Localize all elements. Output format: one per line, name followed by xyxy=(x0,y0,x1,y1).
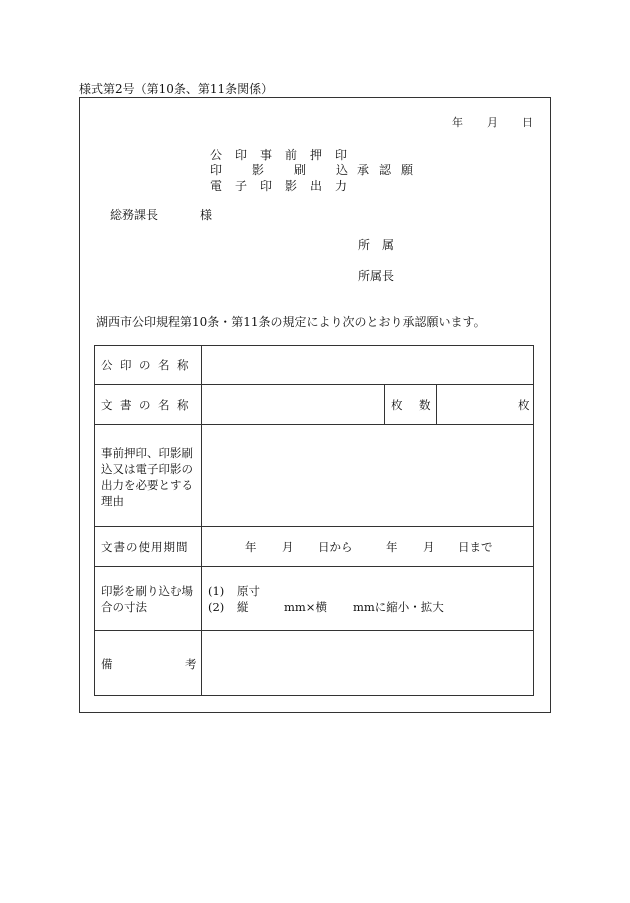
row-divider xyxy=(95,566,533,567)
title-char: 事 xyxy=(260,148,273,162)
title-char: 影 xyxy=(252,163,265,177)
document-name-label xyxy=(101,397,197,413)
title-char: 込 xyxy=(336,163,349,177)
label-char: の xyxy=(139,358,151,372)
label-char: の xyxy=(139,398,151,412)
period-to-day: 日まで xyxy=(458,540,493,554)
sheet-count-unit: 枚 xyxy=(518,398,530,412)
title-char: 印 xyxy=(235,148,248,162)
label-char: 印 xyxy=(120,358,132,372)
label-char: 称 xyxy=(177,398,189,412)
document-name-field[interactable] xyxy=(203,386,383,423)
usage-period-label: 文書の使用期間 xyxy=(101,540,189,554)
label-char: 名 xyxy=(158,398,170,412)
label-char: 数 xyxy=(419,398,431,412)
size-option-2-scale-label: mmに縮小・拡大 xyxy=(353,600,444,614)
addressee-honorific: 様 xyxy=(200,208,213,222)
application-table xyxy=(94,345,534,696)
row-divider xyxy=(95,526,533,527)
title-char: 押 xyxy=(310,148,323,162)
request-statement: 湖西市公印規程第10条・第11条の規定により次のとおり承認願います。 xyxy=(96,315,486,329)
label-char: 公 xyxy=(101,358,113,372)
title-char: 認 xyxy=(379,163,392,177)
imprint-size-label: 印影を刷り込む場合の寸法 xyxy=(101,584,193,614)
period-to-month: 月 xyxy=(423,540,435,554)
reason-label: 事前押印、印影刷込又は電子印影の出力を必要とする理由 xyxy=(101,446,193,508)
addressee-name: 総務課長 xyxy=(110,208,159,222)
period-from-year: 年 xyxy=(245,540,257,554)
seal-name-field[interactable] xyxy=(203,348,533,383)
date-year-label: 年 xyxy=(452,116,463,129)
title-char: 前 xyxy=(285,148,298,162)
label-column-divider xyxy=(201,346,202,695)
title-char: 印 xyxy=(210,163,223,177)
title-char: 電 xyxy=(210,179,223,193)
title-char: 願 xyxy=(401,163,414,177)
title-line-3 xyxy=(210,177,360,194)
title-char: 力 xyxy=(335,179,348,193)
applicant-department-head: 所属長 xyxy=(358,269,395,283)
title-char: 承 xyxy=(357,163,370,177)
row-divider xyxy=(95,424,533,425)
title-char: 公 xyxy=(210,148,223,162)
size-option-1-number: (1) xyxy=(208,584,225,598)
label-char: 書 xyxy=(120,398,132,412)
title-char: 子 xyxy=(235,179,248,193)
title-char: 刷 xyxy=(294,163,307,177)
sheet-count-label xyxy=(391,397,433,413)
label-char: 名 xyxy=(158,358,170,372)
period-from-day: 日から xyxy=(318,540,353,554)
title-char: 印 xyxy=(260,179,273,193)
date-day-label: 日 xyxy=(522,116,533,129)
title-line-2 xyxy=(210,161,423,178)
seal-name-label xyxy=(101,357,197,373)
label-char: 枚 xyxy=(391,398,403,412)
count-label-divider xyxy=(384,384,385,424)
title-char: 出 xyxy=(310,179,323,193)
applicant-department: 所 属 xyxy=(358,238,395,252)
remarks-field[interactable] xyxy=(203,632,533,694)
label-char: 称 xyxy=(177,358,189,372)
period-from-month: 月 xyxy=(282,540,294,554)
title-char: 影 xyxy=(285,179,298,193)
size-option-2-height-label: 縦 xyxy=(237,600,249,614)
size-option-1-text: 原寸 xyxy=(237,584,260,598)
title-char: 印 xyxy=(335,148,348,162)
label-char: 考 xyxy=(185,657,197,671)
period-to-year: 年 xyxy=(386,540,398,554)
reason-field[interactable] xyxy=(203,426,533,525)
form-number-label: 様式第2号（第10条、第11条関係） xyxy=(79,82,274,96)
count-value-divider xyxy=(436,384,437,424)
label-char: 備 xyxy=(101,657,113,671)
row-divider xyxy=(95,384,533,385)
size-option-2-width-label: mm×横 xyxy=(284,600,327,614)
label-char: 文 xyxy=(101,398,113,412)
remarks-label xyxy=(101,656,197,672)
row-divider xyxy=(95,630,533,631)
application-date xyxy=(452,114,533,130)
date-month-label: 月 xyxy=(487,116,498,129)
size-option-2-number: (2) xyxy=(208,600,225,614)
